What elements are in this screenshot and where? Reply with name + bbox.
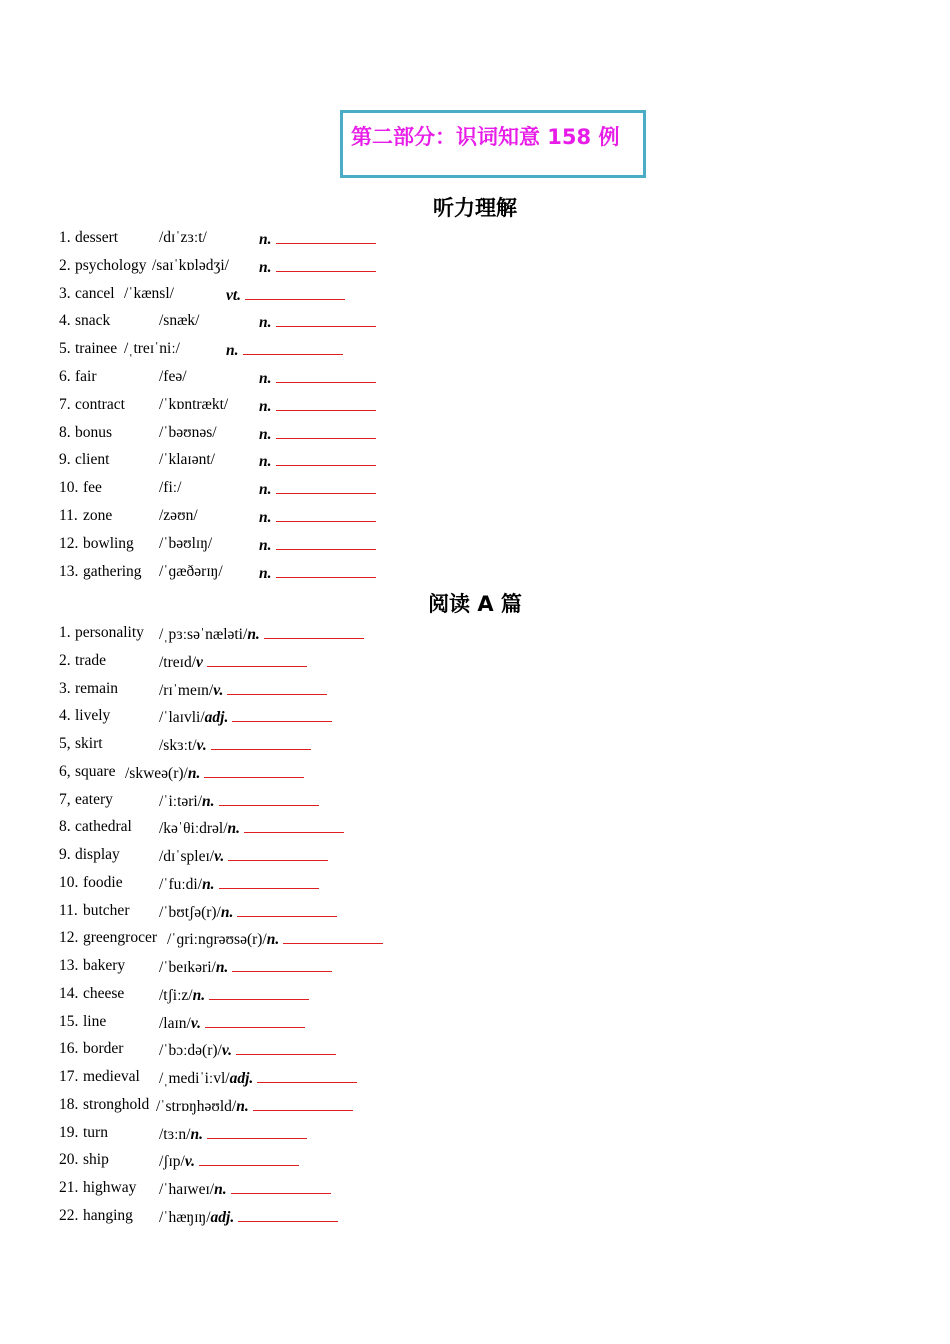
vocab-number: 16. [59,1040,79,1058]
vocab-phonetic: /ˈklaɪənt/ [159,451,215,469]
vocab-phonetic: /skɜːt/ [159,737,197,754]
vocab-phonetic: /ˈkɒntrækt/ [159,395,229,413]
vocab-number: 18. [59,1095,79,1113]
section-title-reading-a: 阅读 A 篇 [428,592,522,616]
vocab-row [59,705,759,727]
answer-blank[interactable] [238,1205,338,1222]
vocab-pos: n. [259,481,272,499]
answer-blank[interactable] [219,872,319,889]
vocab-row [59,983,759,1005]
vocab-pos: n. [187,764,201,782]
vocab-pos-group [259,449,376,473]
vocab-entry-group [159,789,319,813]
answer-blank[interactable] [237,900,337,917]
vocab-phonetic: /ˌtreɪˈniː/ [124,340,180,358]
vocab-pos-group [259,255,376,279]
vocab-number: 9. [59,451,71,469]
answer-blank[interactable] [276,477,376,494]
vocab-pos: n. [214,1181,227,1198]
vocab-row [59,872,759,894]
vocab-number: 12. [59,534,79,552]
vocab-pos-group [259,505,376,529]
vocab-word: stronghold [83,1095,150,1113]
vocab-number: 19. [59,1123,79,1141]
vocab-number: 4. [59,312,71,330]
answer-blank[interactable] [236,1038,336,1055]
vocab-entry-group [159,872,319,896]
answer-blank[interactable] [209,983,309,1000]
vocab-entry-group [159,705,332,729]
answer-blank[interactable] [211,733,311,750]
vocab-word: eatery [75,790,113,808]
vocab-number: 10. [59,479,79,497]
vocab-word: zone [83,507,113,524]
vocab-entry-group [159,955,332,979]
vocab-phonetic: /ˈstrɒŋhəʊld/ [156,1097,237,1115]
vocab-pos: n. [226,342,239,360]
vocab-pos: n. [202,792,215,810]
vocab-row [59,477,759,499]
section-title-listening: 听力理解 [433,196,517,220]
vocab-pos: v. [190,1014,202,1032]
vocab-word: psychology [75,256,147,274]
vocab-row [59,283,759,305]
vocab-pos: adj. [210,1208,235,1226]
vocab-pos: vt. [226,286,242,304]
vocab-word: ship [83,1151,109,1169]
vocab-number: 4. [59,707,71,725]
vocab-number: 6, [59,762,71,780]
vocab-row [59,1038,759,1060]
answer-blank[interactable] [232,705,332,722]
title-box [340,110,646,178]
vocab-entry-group [159,650,307,674]
vocab-pos: n. [259,536,272,554]
vocab-entry-group [152,255,229,277]
vocab-pos: n. [259,509,272,526]
vocab-word: cheese [83,984,125,1002]
vocab-pos: n. [259,564,272,582]
answer-blank[interactable] [276,422,376,439]
vocab-entry-group [159,1038,336,1062]
answer-blank[interactable] [253,1094,353,1111]
vocab-pos: v. [221,1042,233,1060]
vocab-pos: v. [196,737,207,754]
vocab-phonetic: /ˈɡriːnɡrəʊsə(r)/ [167,931,267,949]
vocab-number: 21. [59,1179,79,1196]
answer-blank[interactable] [199,1149,299,1166]
vocab-word: medieval [83,1068,140,1085]
answer-blank[interactable] [276,255,376,272]
vocab-entry-group [159,561,223,583]
vocab-pos: n. [247,626,260,643]
vocab-phonetic: /ˈhaɪweɪ/ [159,1181,215,1198]
vocab-pos-group [259,477,376,501]
vocab-word: snack [75,312,111,330]
vocab-entry-group [167,927,383,951]
vocab-word: highway [83,1179,137,1196]
vocab-phonetic: /snæk/ [159,312,200,330]
vocab-pos: v. [213,681,224,699]
vocab-word: remain [75,679,119,697]
vocab-entry-group [159,1149,299,1173]
vocab-word: hanging [83,1206,133,1224]
answer-blank[interactable] [245,283,345,300]
vocab-number: 3. [59,284,71,302]
vocab-pos: v [196,653,203,671]
answer-blank[interactable] [204,761,304,778]
vocab-number: 2. [59,256,71,274]
vocab-entry-group [124,283,174,305]
vocab-row [59,1177,759,1199]
answer-blank[interactable] [205,1011,305,1028]
vocab-number: 5, [59,735,71,752]
answer-blank[interactable] [227,678,327,695]
vocab-word: bowling [83,534,134,552]
vocab-entry-group [159,505,198,527]
vocab-number: 17. [59,1068,79,1085]
vocab-entry-group [159,1122,307,1146]
page-title: 第二部分：识词知意 158 例 [351,125,620,149]
vocab-phonetic: /zəʊn/ [159,507,198,524]
answer-blank[interactable] [276,394,376,411]
vocab-entry-group [159,733,311,757]
vocab-pos-group [226,338,343,362]
vocab-entry-group [159,983,309,1007]
vocab-entry-group [159,227,207,249]
vocab-word: turn [83,1123,108,1141]
answer-blank[interactable] [276,505,376,522]
vocab-entry-group [125,761,304,785]
vocab-word: personality [75,624,144,641]
vocab-number: 8. [59,818,71,836]
vocab-entry-group [159,422,217,444]
vocab-entry-group [124,338,180,360]
vocab-pos: v. [184,1153,196,1171]
vocab-number: 8. [59,423,71,441]
vocab-phonetic: /saɪˈkɒlədʒi/ [152,256,229,274]
vocab-pos: adj. [229,1070,254,1087]
vocab-entry-group [159,900,337,924]
vocab-phonetic: /feə/ [159,368,187,385]
vocab-number: 5. [59,340,71,358]
vocab-phonetic: /skweə(r)/ [125,764,188,782]
vocab-number: 12. [59,929,79,947]
vocab-row [59,816,759,838]
vocab-entry-group [159,1177,331,1201]
vocab-entry-group [159,449,215,471]
vocab-phonetic: /ˈiːtəri/ [159,792,203,810]
vocab-phonetic: /rɪˈmeɪn/ [159,681,214,699]
vocab-pos: n. [259,370,272,387]
vocab-number: 9. [59,846,71,863]
vocab-word: lively [75,707,111,725]
vocab-number: 7, [59,790,71,808]
vocab-phonetic: /laɪn/ [159,1014,191,1032]
vocab-phonetic: /treɪd/ [159,653,197,671]
vocab-phonetic: /dɪˈspleɪ/ [159,848,215,865]
vocab-word: fee [83,479,102,497]
vocab-word: trade [75,651,106,669]
vocab-number: 20. [59,1151,79,1169]
vocab-row [59,927,759,949]
vocab-word: dessert [75,229,119,246]
vocab-entry-group [159,366,187,388]
vocab-number: 11. [59,901,78,919]
vocab-row [59,505,759,527]
answer-blank[interactable] [257,1066,357,1083]
vocab-word: gathering [83,562,142,580]
vocab-pos-group [259,227,376,251]
vocab-pos: v. [214,848,225,865]
vocab-word: cancel [75,284,115,302]
vocab-word: butcher [83,901,130,919]
vocab-pos: n. [266,931,280,949]
vocab-row [59,1066,759,1088]
vocab-entry-group [159,310,199,332]
vocab-phonetic: /ˈbɔːdə(r)/ [159,1042,222,1060]
answer-blank[interactable] [276,310,376,327]
answer-blank[interactable] [228,844,328,861]
vocab-row [59,900,759,922]
vocab-entry-group [159,533,212,555]
vocab-pos: n. [236,1097,249,1115]
vocab-pos: n. [190,1125,203,1143]
vocab-pos: n. [259,453,272,471]
vocab-phonetic: /tɜːn/ [159,1125,191,1143]
vocab-number: 1. [59,624,71,641]
vocab-word: bakery [83,957,126,974]
vocab-row [59,1205,759,1227]
vocab-pos: n. [215,959,229,976]
vocab-pos-group [259,422,376,446]
vocab-row [59,310,759,332]
vocab-row [59,255,759,277]
vocab-row [59,678,759,700]
vocab-phonetic: /ˈhæŋɪŋ/ [159,1208,211,1226]
vocab-word: foodie [83,873,123,891]
vocab-phonetic: /ˈbeɪkəri/ [159,959,216,976]
vocab-word: contract [75,395,125,413]
vocab-pos: adj. [204,709,229,727]
vocab-pos: n. [259,231,272,248]
vocab-entry-group [156,1094,353,1118]
vocab-row [59,650,759,672]
vocab-number: 14. [59,984,79,1002]
vocab-row [59,394,759,416]
vocab-phonetic: /ˌpɜːsəˈnæləti/ [159,626,248,643]
vocab-pos: n. [259,258,272,276]
vocab-entry-group [159,1066,357,1090]
vocab-number: 10. [59,873,79,891]
answer-blank[interactable] [276,449,376,466]
vocab-number: 13. [59,562,79,580]
vocab-phonetic: /ˈlaɪvli/ [159,709,205,727]
vocab-pos-group [259,394,376,418]
vocab-number: 3. [59,679,71,697]
answer-blank[interactable] [283,927,383,944]
vocab-row [59,955,759,977]
vocab-word: greengrocer [83,929,158,947]
vocab-row [59,533,759,555]
answer-blank[interactable] [207,650,307,667]
vocab-entry-group [159,678,327,702]
answer-blank[interactable] [276,561,376,578]
vocab-row [59,789,759,811]
vocab-entry-group [159,477,181,499]
vocab-pos: n. [202,875,215,893]
vocab-word: skirt [75,735,103,752]
vocab-pos: n. [227,820,241,838]
answer-blank[interactable] [264,622,364,639]
answer-blank[interactable] [232,955,332,972]
vocab-word: fair [75,368,97,385]
vocab-row [59,1122,759,1144]
vocab-entry-group [159,394,228,416]
vocab-number: 11. [59,507,78,524]
answer-blank[interactable] [276,227,376,244]
vocab-phonetic: /ˌmediˈiːvl/ [159,1070,230,1087]
vocab-pos: n. [259,425,272,443]
vocab-row [59,1149,759,1171]
vocab-row [59,733,759,755]
vocab-phonetic: /ˈbəʊnəs/ [159,423,217,441]
vocab-phonetic: /ˈfuːdi/ [159,875,203,893]
answer-blank[interactable] [207,1122,307,1139]
vocab-number: 7. [59,395,71,413]
vocab-pos-group [259,561,376,585]
vocab-row [59,1094,759,1116]
vocab-phonetic: /ʃɪp/ [159,1153,185,1171]
vocab-row [59,1011,759,1033]
vocab-pos: n. [259,397,272,415]
vocab-phonetic: /ˈbʊtʃə(r)/ [159,903,221,921]
vocab-row [59,449,759,471]
vocab-pos: n. [220,903,234,921]
vocab-word: cathedral [75,818,132,836]
vocab-row [59,227,759,249]
vocab-number: 6. [59,368,71,385]
vocab-phonetic: /ˈkænsl/ [124,284,174,302]
vocab-entry-group [159,844,328,868]
vocab-row [59,338,759,360]
vocab-pos: n. [192,986,206,1004]
answer-blank[interactable] [276,533,376,550]
vocab-entry-group [159,1205,338,1229]
vocab-phonetic: /kəˈθiːdrəl/ [159,820,228,838]
vocab-number: 15. [59,1012,79,1030]
vocab-pos-group [226,283,345,307]
answer-blank[interactable] [243,338,343,355]
vocab-row [59,366,759,388]
vocab-row [59,622,759,644]
vocab-phonetic: /ˈbəʊlɪŋ/ [159,534,213,552]
vocab-pos-group [259,310,376,334]
vocab-number: 2. [59,651,71,669]
vocab-word: client [75,451,110,469]
vocab-word: display [75,846,120,863]
vocab-pos: n. [259,314,272,332]
vocab-entry-group [159,622,364,646]
vocab-word: trainee [75,340,118,358]
vocab-row [59,761,759,783]
vocab-phonetic: /fiː/ [159,479,182,497]
vocab-row [59,844,759,866]
vocab-word: line [83,1012,107,1030]
vocab-number: 22. [59,1206,79,1224]
vocab-number: 13. [59,957,79,974]
vocab-row [59,422,759,444]
vocab-phonetic: /tʃiːz/ [159,986,193,1004]
vocab-row [59,561,759,583]
vocab-number: 1. [59,229,71,246]
vocab-entry-group [159,1011,305,1035]
answer-blank[interactable] [244,816,344,833]
vocab-word: square [75,762,116,780]
vocab-phonetic: /dɪˈzɜːt/ [159,229,207,246]
answer-blank[interactable] [219,789,319,806]
vocab-phonetic: /ˈɡæðərɪŋ/ [159,562,223,580]
vocab-word: bonus [75,423,113,441]
vocab-word: border [83,1040,124,1058]
vocab-pos-group [259,366,376,390]
vocab-pos-group [259,533,376,557]
answer-blank[interactable] [231,1177,331,1194]
answer-blank[interactable] [276,366,376,383]
vocab-entry-group [159,816,344,840]
